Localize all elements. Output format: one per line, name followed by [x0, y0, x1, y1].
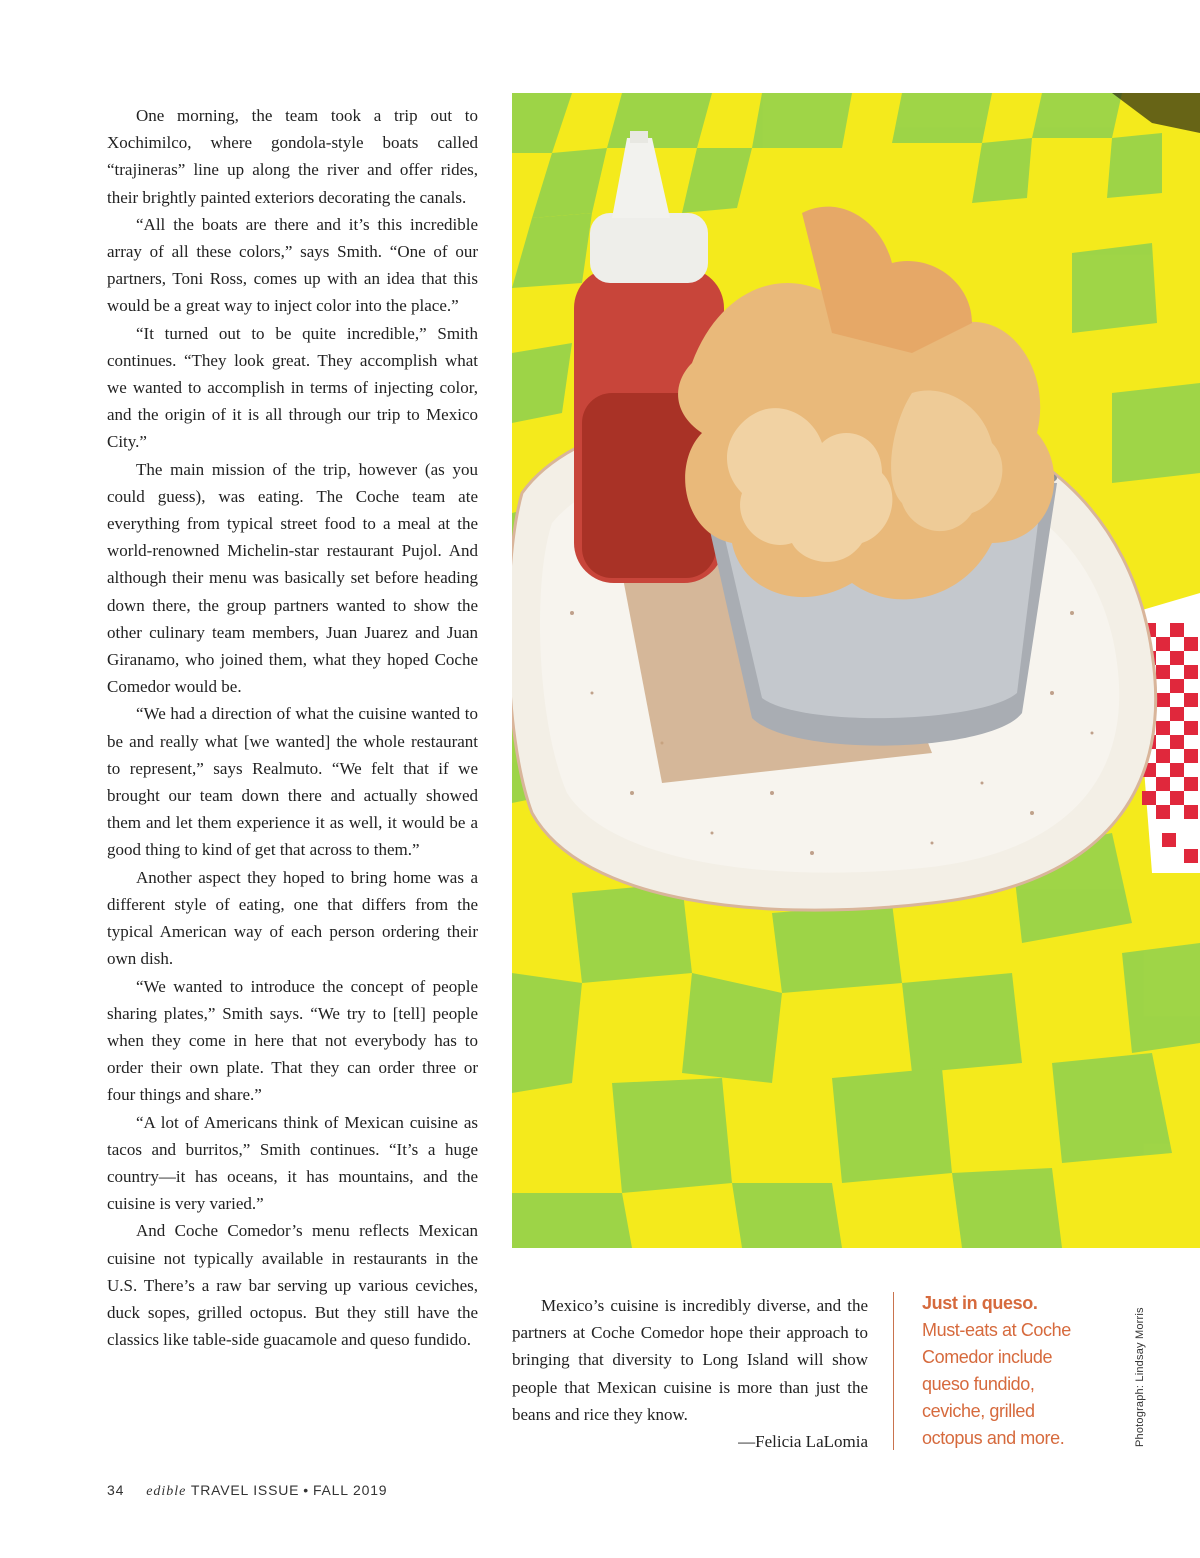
caption-body: Must-eats at Coche Comedor include queso fundido, ceviche, grilled octopus and more.	[922, 1320, 1071, 1448]
article-paragraph: One morning, the team took a trip out to Xochimilco, where gondola-style boats called “trajineras” line up along the river and offer rides, their brightly painted exteriors decorating the canals.	[107, 106, 478, 207]
photo-caption	[922, 1290, 1092, 1452]
article-paragraph: “We wanted to introduce the concept of people sharing plates,” Smith says. “We try to [tell] people when they come in here that not everybody has to order their own plate. That they can order three or four things and share.”	[107, 976, 478, 1105]
caption-heading: Just in queso.	[922, 1293, 1038, 1313]
caption-divider	[893, 1292, 894, 1450]
article-left-column	[107, 102, 478, 1353]
page-number: 34	[107, 1482, 125, 1498]
page-footer	[107, 1482, 387, 1500]
article-paragraph: Another aspect they hoped to bring home was a different style of eating, one that differs from the typical American way of each person ordering their own dish.	[107, 867, 478, 969]
issue-season: FALL 2019	[312, 1482, 388, 1498]
food-photo	[512, 93, 1200, 1248]
article-paragraph: “We had a direction of what the cuisine wanted to be and really what [we wanted] the whole restaurant to represent,” says Realmuto. “We felt that if we brought our team down there and actually showed them and let them experience it as well, it would be a good thing to kind of get that across to them.”	[107, 704, 478, 860]
footer-separator: •	[303, 1482, 309, 1498]
closing-paragraph: Mexico’s cuisine is incredibly diverse, and the partners at Coche Comedor hope their approach to bringing that diversity to Long Island will show people that Mexican cuisine is more than just the beans and rice they know.	[512, 1296, 868, 1424]
author-signature: —Felicia LaLomia	[738, 1432, 868, 1452]
article-closing-column	[512, 1292, 868, 1455]
article-paragraph: “All the boats are there and it’s this incredible array of all these colors,” says Smith. “One of our partners, Toni Ross, comes up with an idea that this would be a great way to inject color into the place.”	[107, 214, 478, 316]
article-paragraph: “A lot of Americans think of Mexican cuisine as tacos and burritos,” Smith continues. “It’s a huge country—it has oceans, it has mountains, and the cuisine is very varied.”	[107, 1112, 478, 1214]
photo-credit: Photograph: Lindsay Morris	[1134, 1307, 1146, 1447]
article-paragraph: The main mission of the trip, however (as you could guess), was eating. The Coche team ate everything from typical street food to a meal at the world-renowned Michelin-star restaurant Pujol. And although their menu was basically set before heading down there, the group partners wanted to show the other culinary team members, Juan Juarez and Juan Giranamo, who joined them, what they hoped Coche Comedor would be.	[107, 459, 478, 697]
article-paragraph: “It turned out to be quite incredible,” Smith continues. “They look great. They accomplish what we wanted to accomplish in terms of injecting color, and the origin of it is all through our trip to Mexico City.”	[107, 323, 478, 452]
issue-name: TRAVEL ISSUE	[190, 1482, 300, 1498]
article-paragraph: And Coche Comedor’s menu reflects Mexican cuisine not typically available in restaurants in the U.S. There’s a raw bar serving up various ceviches, duck sopes, grilled octopus. But they still have the classics like table-side guacamole and queso fundido.	[107, 1221, 478, 1350]
magazine-brand: edible	[146, 1484, 187, 1499]
